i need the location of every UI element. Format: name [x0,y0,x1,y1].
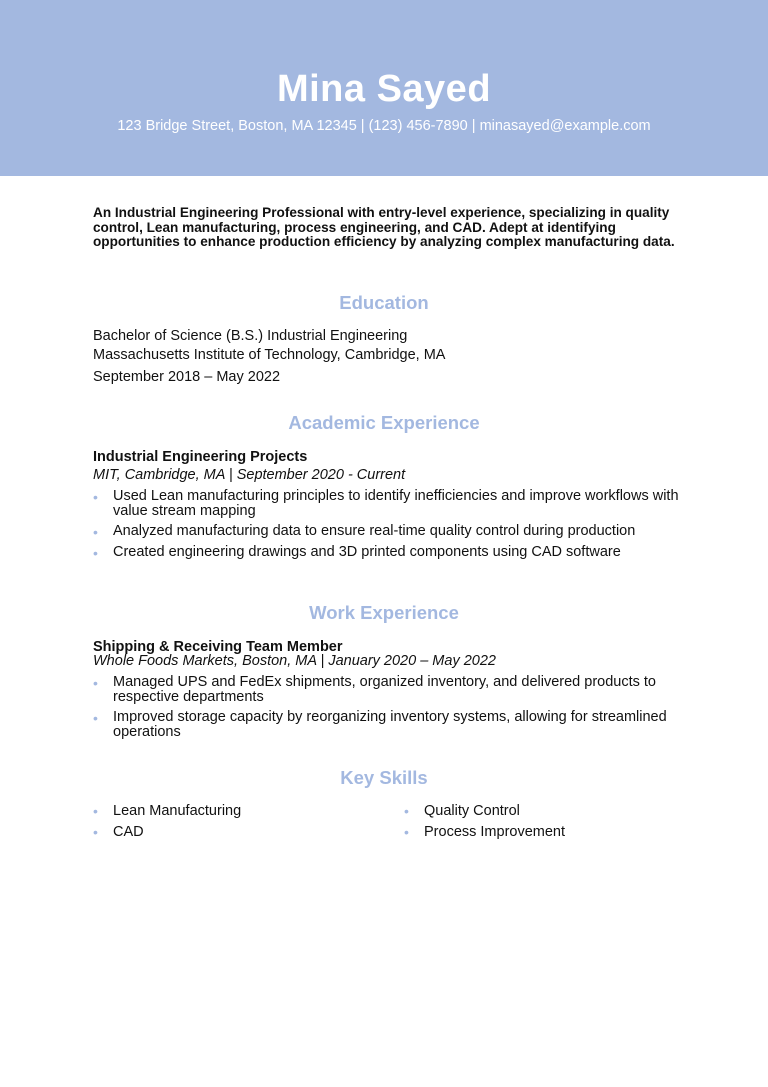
bullet-text: Used Lean manufacturing principles to identify inefficiencies and improve workflows with value stream mapping [113,488,679,519]
skill-item [93,824,144,840]
education-school: Massachusetts Institute of Technology, Cambridge, MA [93,347,446,363]
bullet-dot-icon: • [404,803,409,819]
skill-item [93,803,241,819]
bullet-dot-icon: • [93,675,98,691]
work-job-meta: Whole Foods Markets, Boston, MA | January 2020 – May 2022 [93,653,496,669]
bullet-dot-icon: • [93,524,98,540]
professional-summary: An Industrial Engineering Professional with entry-level experience, specializing in quality control, Lean manufacturing, process engineering, and CAD. Adept at identifying opportunities to enhance production efficiency by analyzing complex manufacturing data. [93,205,675,250]
contact-info: 123 Bridge Street, Boston, MA 12345 | (123) 456-7890 | minasayed@example.com [117,118,651,134]
bullet-dot-icon: • [93,803,98,819]
education-dates: September 2018 – May 2022 [93,369,281,385]
bullet-item [93,675,693,704]
academic-job-meta: MIT, Cambridge, MA | September 2020 - Current [93,467,406,483]
bullet-item [93,489,693,518]
skill-text: Quality Control [424,803,520,819]
skill-item [404,803,520,819]
section-title-key-skills: Key Skills [340,767,428,788]
bullet-text: Improved storage capacity by reorganizing inventory systems, allowing for streamlined operations [113,709,667,740]
skill-text: Process Improvement [424,824,566,840]
bullet-item [93,710,693,739]
skill-text: Lean Manufacturing [113,803,242,819]
work-bullet-list [93,675,693,739]
bullet-text: Managed UPS and FedEx shipments, organized inventory, and delivered products to respective departments [113,674,656,705]
education-degree: Bachelor of Science (B.S.) Industrial Engineering [93,328,408,344]
skill-item [404,824,565,840]
header-banner [0,0,768,176]
section-title-academic-experience: Academic Experience [288,412,480,433]
bullet-dot-icon: • [93,710,98,726]
bullet-item [93,545,693,560]
academic-bullet-list [93,489,693,559]
section-title-education: Education [339,292,429,313]
bullet-item [93,524,693,539]
academic-job-title: Industrial Engineering Projects [93,449,308,465]
candidate-name: Mina Sayed [276,68,492,110]
bullet-dot-icon: • [404,824,409,840]
bullet-dot-icon: • [93,544,98,561]
work-job-title: Shipping & Receiving Team Member [93,639,343,655]
bullet-dot-icon: • [93,489,98,505]
bullet-dot-icon: • [93,824,98,840]
bullet-text: Analyzed manufacturing data to ensure real-time quality control during production [113,523,636,539]
skill-text: CAD [113,824,144,840]
bullet-text: Created engineering drawings and 3D printed components using CAD software [113,543,621,560]
section-title-work-experience: Work Experience [309,602,459,623]
